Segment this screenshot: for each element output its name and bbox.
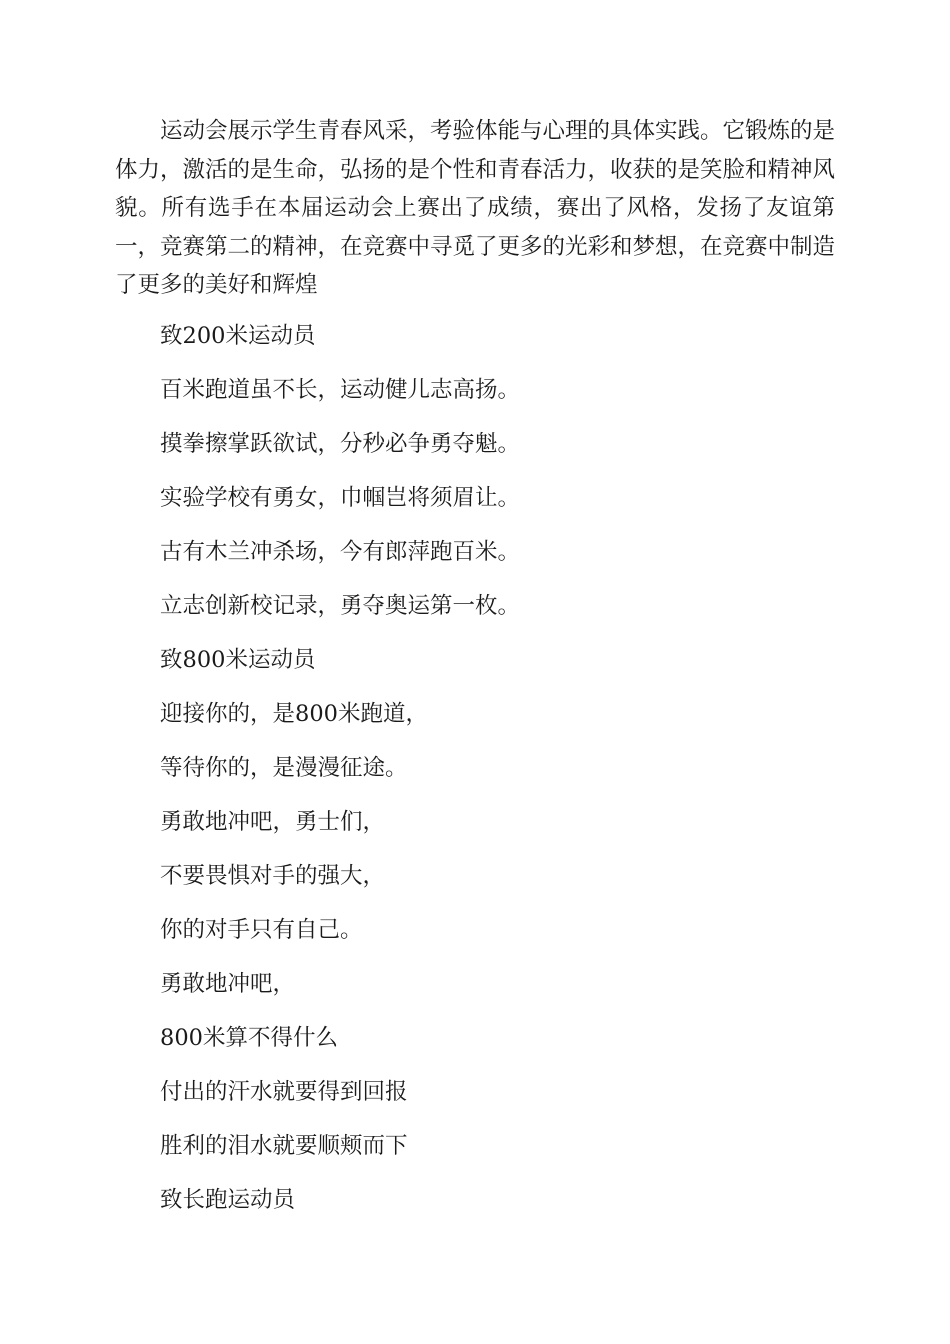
poem-line: 勇敢地冲吧，勇士们，: [160, 809, 386, 835]
section-heading-800m: 致800米运动员: [160, 647, 316, 673]
poem-line: 实验学校有勇女，巾帼岂将须眉让。: [160, 485, 521, 511]
poem-line: 古有木兰冲杀场，今有郎萍跑百米。: [160, 539, 521, 565]
intro-paragraph: 运动会展示学生青春风采，考验体能与心理的具体实践。它锻炼的是体力，激活的是生命，弘扬的是个性和青春活力，收获的是笑脸和精神风貌。所有选手在本届运动会上赛出了成绩，赛出了风格，发扬了友谊第一，竞赛第二的精神，在竞赛中寻觅了更多的光彩和梦想，在竞赛中制造了更多的美好和辉煌: [115, 118, 836, 298]
poem-line: 胜利的泪水就要顺颊而下: [160, 1133, 408, 1159]
poem-line: 你的对手只有自己。: [160, 917, 363, 943]
poem-line: 百米跑道虽不长，运动健儿志高扬。: [160, 377, 521, 403]
poem-line: 不要畏惧对手的强大，: [160, 863, 386, 889]
section-heading-200m: 致200米运动员: [160, 323, 316, 349]
poem-line: 800米算不得什么: [160, 1025, 338, 1051]
poem-line: 迎接你的，是800米跑道，: [160, 701, 428, 727]
poem-line: 勇敢地冲吧，: [160, 971, 296, 997]
section-heading-long-distance: 致长跑运动员: [160, 1187, 296, 1213]
poem-line: 摸拳擦掌跃欲试，分秒必争勇夺魁。: [160, 431, 521, 457]
poem-line: 付出的汗水就要得到回报: [160, 1079, 408, 1105]
poem-line: 等待你的，是漫漫征途。: [160, 755, 408, 781]
poem-line: 立志创新校记录，勇夺奥运第一枚。: [160, 593, 521, 619]
